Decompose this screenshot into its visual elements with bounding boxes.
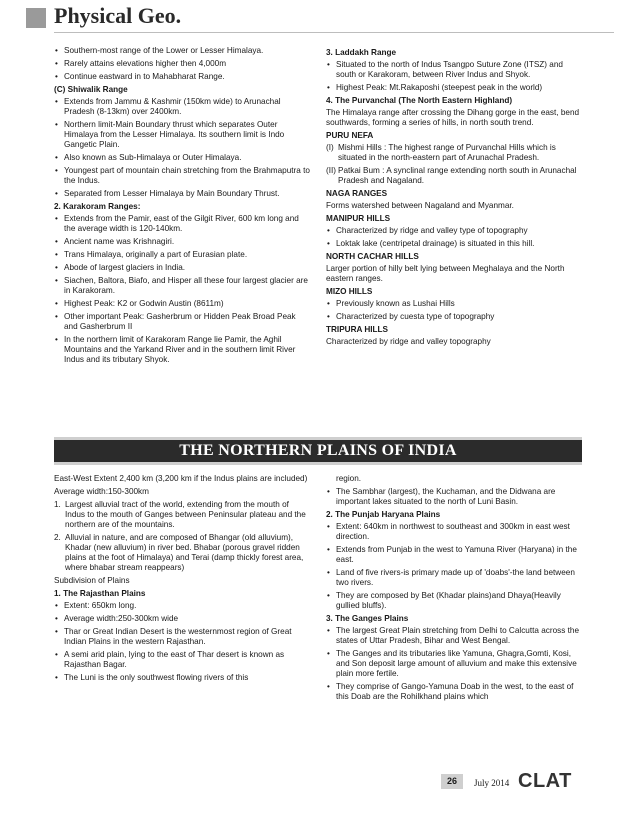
- purvanchal-paragraph: The Himalaya range after crossing the Dihang gorge in the east, bend southwards, forming a series of hills, in north south trend.: [326, 108, 580, 127]
- lakes-bullets: [326, 487, 582, 507]
- item-text: Largest alluvial tract of the world, extending from the mouth of Indus to the mouth of Ganges between Peninsular plateau and the northern are of the mountains.: [65, 500, 306, 529]
- bottom-right-column: [326, 473, 582, 705]
- list-item: • Extends from Punjab in the west to Yamuna River (Haryana) in the east.: [326, 545, 582, 565]
- list-item: • They comprise of Gango-Yamuna Doab in the west, to the east of this Doab are the Rohilkhand plains which: [326, 682, 582, 702]
- item-text: Patkai Bum : A synclinal range extending north south in Arunachal Pradesh and Nagaland.: [338, 166, 577, 185]
- ladakh-bullets: [326, 60, 582, 93]
- purvanchal-heading: 4. The Purvanchal (The North Eastern Highland): [326, 96, 513, 105]
- list-item: [326, 166, 582, 186]
- item-number: 1.: [54, 500, 61, 509]
- list-item: • Extends from the Pamir, east of the Gilgit River, 600 km long and the average width is 120-140km.: [54, 214, 310, 234]
- list-item: • Extends from Jammu & Kashmir (150km wide) to Arunachal Pradesh (8-13km) over 2400km.: [54, 97, 310, 117]
- list-item: • Southern-most range of the Lower or Lesser Himalaya.: [54, 46, 310, 56]
- list-item: • Northern limit-Main Boundary thrust which separates Outer Himalaya from the Lesser Himalaya. Its southern limit is Indo Gangetic Plain.: [54, 120, 310, 150]
- list-item: • Thar or Great Indian Desert is the westernmost region of Great Indian Plains in the western Rajasthan.: [54, 627, 310, 647]
- list-item: • Previously known as Lushai Hills: [326, 299, 582, 309]
- list-item: • Youngest part of mountain chain stretching from the Brahmaputra to the Indus.: [54, 166, 310, 186]
- list-item: [54, 533, 310, 573]
- section-banner: [54, 437, 582, 465]
- item-text: Mishmi Hills : The highest range of Purvanchal Hills which is situated in the north-eastern part of Arunachal Pradesh.: [338, 143, 556, 162]
- purunefa-heading: PURU NEFA: [326, 131, 374, 140]
- page-footer: [0, 770, 638, 794]
- width-paragraph: Average width:150-300km: [54, 487, 149, 496]
- ganges-heading: 3. The Ganges Plains: [326, 614, 409, 623]
- item-number: 2.: [54, 533, 61, 542]
- shiwalik-heading: (C) Shiwalik Range: [54, 85, 128, 94]
- list-item: • Abode of largest glaciers in India.: [54, 263, 310, 273]
- shiwalik-bullets: [54, 97, 310, 199]
- list-item: [54, 500, 310, 530]
- list-item: • Continue eastward in to Mahabharat Range.: [54, 72, 310, 82]
- ganges-bullets: [326, 626, 582, 702]
- banner-title: THE NORTHERN PLAINS OF INDIA: [179, 442, 457, 459]
- section-title: Physical Geo.: [54, 3, 182, 28]
- list-item: • Average width:250-300km wide: [54, 614, 310, 624]
- north-cachar-heading: NORTH CACHAR HILLS: [326, 252, 419, 261]
- mizo-heading: MIZO HILLS: [326, 287, 373, 296]
- extent-paragraph: East-West Extent 2,400 km (3,200 km if the Indus plains are included): [54, 474, 308, 483]
- list-item: • Characterized by ridge and valley type of topography: [326, 226, 582, 236]
- mizo-bullets: [326, 299, 582, 322]
- header-divider: [54, 32, 614, 33]
- top-right-column: [326, 46, 582, 350]
- numbered-list: [54, 500, 310, 573]
- issue-date: July 2014: [474, 778, 510, 788]
- naga-heading: NAGA RANGES: [326, 189, 388, 198]
- list-item: • Separated from Lesser Himalaya by Main Boundary Thrust.: [54, 189, 310, 199]
- manipur-heading: MANIPUR HILLS: [326, 214, 391, 223]
- list-item: • A semi arid plain, lying to the east of Thar desert is known as Rajasthan Bagar.: [54, 650, 310, 670]
- continuation-text: region.: [336, 474, 362, 483]
- karakoram-bullets: [54, 214, 310, 365]
- list-item: • The Sambhar (largest), the Kuchaman, and the Didwana are important lakes situated to the north of Luni Basin.: [326, 487, 582, 507]
- list-item: [326, 143, 582, 163]
- list-item: • Other important Peak: Gasherbrum or Hidden Peak Broad Peak and Gasherbrum II: [54, 312, 310, 332]
- list-item: • In the northern limit of Karakoram Range lie Pamir, the Aghil Mountains and the Yarkand River and in the southern limit River Indus and its tributary Shyok.: [54, 335, 310, 365]
- clat-logo: CLAT: [518, 770, 572, 792]
- list-item: • The Luni is the only southwest flowing rivers of this: [54, 673, 310, 683]
- punjab-heading: 2. The Punjab Haryana Plains: [326, 510, 441, 519]
- punjab-bullets: [326, 522, 582, 611]
- list-item: • Characterized by cuesta type of topography: [326, 312, 582, 322]
- page-number: 26: [441, 774, 463, 789]
- list-item: • Rarely attains elevations higher then 4,000m: [54, 59, 310, 69]
- list-item: • Extent: 640km in northwest to southeast and 300km in east west direction.: [326, 522, 582, 542]
- list-item: • They are composed by Bet (Khadar plains)and Dhaya(Heavily gullied bluffs).: [326, 591, 582, 611]
- list-item: • Highest Peak: K2 or Godwin Austin (8611m): [54, 299, 310, 309]
- header-square-icon: [26, 8, 46, 28]
- rajasthan-bullets: [54, 601, 310, 683]
- list-item: • Extent: 650km long.: [54, 601, 310, 611]
- manipur-bullets: [326, 226, 582, 249]
- list-item: • Loktak lake (centripetal drainage) is situated in this hill.: [326, 239, 582, 249]
- naga-paragraph: Forms watershed between Nagaland and Myanmar.: [326, 201, 514, 210]
- item-number: (I): [326, 143, 334, 152]
- tripura-paragraph: Characterized by ridge and valley topography: [326, 337, 491, 346]
- top-left-column: [54, 46, 310, 368]
- item-number: (II): [326, 166, 337, 175]
- karakoram-heading: 2. Karakoram Ranges:: [54, 202, 141, 211]
- list-item: • Also known as Sub-Himalaya or Outer Himalaya.: [54, 153, 310, 163]
- rajasthan-heading: 1. The Rajasthan Plains: [54, 589, 146, 598]
- north-cachar-paragraph: Larger portion of hilly belt lying between Meghalaya and the North eastern ranges.: [326, 264, 565, 283]
- item-text: Alluvial in nature, and are composed of Bhangar (old alluvium), Khadar (new alluvium) in river bed. Bhabar (porous gravel ridden plains at the foot of Himalaya) and Terai (damp thickly forest area, where bhabar stream reappears): [65, 533, 304, 572]
- list-item: • Ancient name was Krishnagiri.: [54, 237, 310, 247]
- subdivision-label: Subdivision of Plains: [54, 576, 130, 585]
- list-item: • The Ganges and its tributaries like Yamuna, Ghagra,Gomti, Kosi, and Son deposit large amount of alluvium and make this extensive plain more fertile.: [326, 649, 582, 679]
- tripura-heading: TRIPURA HILLS: [326, 325, 389, 334]
- list-item: • The largest Great Plain stretching from Delhi to Calcutta across the states of Uttar Pradesh, Bihar and West Bengal.: [326, 626, 582, 646]
- list-item: • Highest Peak: Mt.Rakaposhi (steepest peak in the world): [326, 83, 582, 93]
- intro-bullets: [54, 46, 310, 82]
- list-item: • Situated to the north of Indus Tsangpo Suture Zone (ITSZ) and south or Karakoram, between River Indus and Shyok.: [326, 60, 582, 80]
- ladakh-heading: 3. Laddakh Range: [326, 48, 397, 57]
- list-item: • Trans Himalaya, originally a part of Eurasian plate.: [54, 250, 310, 260]
- list-item: • Siachen, Baltora, Biafo, and Hisper all these four largest glacier are in Karakoram.: [54, 276, 310, 296]
- page-header: [0, 0, 638, 38]
- list-item: • Land of five rivers-is primary made up of 'doabs'-the land between two rivers.: [326, 568, 582, 588]
- bottom-left-column: [54, 473, 310, 686]
